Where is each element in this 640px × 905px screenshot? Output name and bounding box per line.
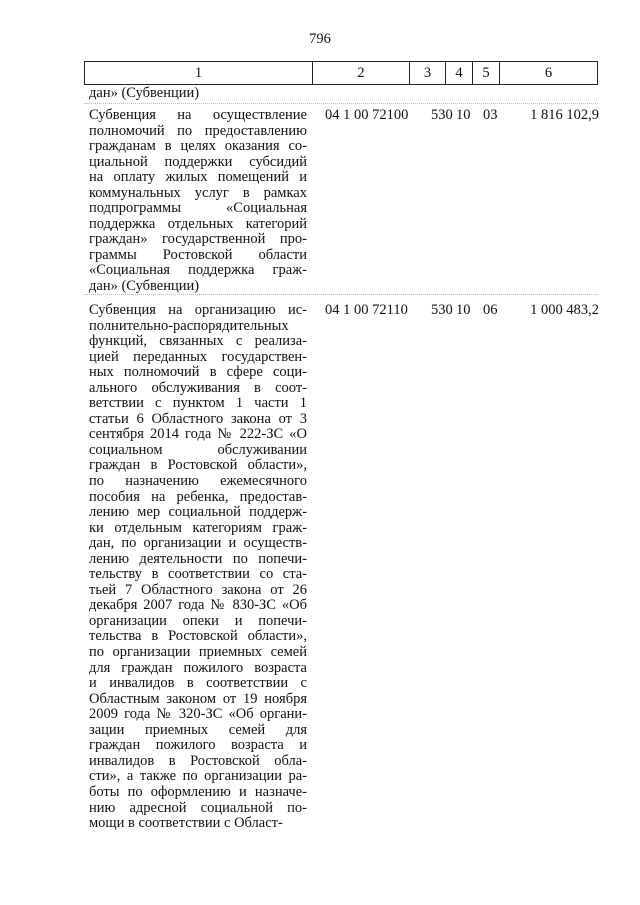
description-line: организации опеки и попечи- xyxy=(89,612,307,629)
pr-cell: 06 xyxy=(483,302,498,318)
description-line: сентября 2014 года № 222-ЗС «О xyxy=(89,426,307,443)
description-line: на оплату жилых помещений и xyxy=(89,169,307,186)
description-line: зации приемных семей для xyxy=(89,721,307,738)
row-description xyxy=(89,303,307,832)
description-line: мощи в соответствии с Област- xyxy=(89,815,283,832)
description-line: Субвенция на организацию ис- xyxy=(89,302,307,318)
description-line: статьи 6 Областного закона от 3 xyxy=(89,410,307,427)
header-col-5: 5 xyxy=(473,62,500,84)
description-line: граждан пожилого возраста и xyxy=(89,737,307,754)
sum-cell: 1 000 483,2 xyxy=(530,302,599,318)
description-line: для граждан пожилого возраста xyxy=(89,659,307,676)
description-line: «Социальная поддержка граж- xyxy=(89,262,307,279)
table-row xyxy=(89,108,599,295)
header-col-2: 2 xyxy=(313,62,410,84)
description-line: подпрограммы «Социальная xyxy=(89,200,307,217)
row-description xyxy=(89,108,307,295)
description-line: граждан» государственной про- xyxy=(89,231,307,248)
description-line: 2009 года № 320-ЗС «Об органи- xyxy=(89,706,307,723)
description-line: лению деятельности по попечи- xyxy=(89,550,307,567)
table-header-row xyxy=(84,61,598,85)
pr-cell: 03 xyxy=(483,107,498,123)
vr-cell: 530 xyxy=(431,302,453,318)
description-line: коммунальных услуг в рамках xyxy=(89,184,307,201)
description-line: Субвенция на осуществление xyxy=(89,107,307,123)
description-line: тельства в Ростовской области», xyxy=(89,628,307,645)
description-line: дан» (Субвенции) xyxy=(89,278,200,295)
header-col-1: 1 xyxy=(85,62,313,84)
description-line: поддержка отдельных категорий xyxy=(89,215,307,232)
description-line: граждан в Ростовской области», xyxy=(89,457,307,474)
description-line: по организации приемных семей xyxy=(89,644,307,661)
description-line: по назначению ежемесячного xyxy=(89,473,307,490)
description-line: инвалидов в Ростовской обла- xyxy=(89,752,307,769)
description-line: полномочий по предоставлению xyxy=(89,122,307,139)
row-separator xyxy=(84,103,598,104)
description-line: лению мер социальной поддерж- xyxy=(89,504,307,521)
row-separator xyxy=(84,294,598,295)
description-line: ки отдельным категориям граж- xyxy=(89,519,307,536)
header-col-4: 4 xyxy=(446,62,473,84)
header-col-3: 3 xyxy=(410,62,446,84)
description-line: граммы Ростовской области xyxy=(89,246,307,263)
description-line: социальном обслуживании xyxy=(89,441,307,458)
description-line: боты по оформлению и назначе- xyxy=(89,783,307,800)
vr-cell: 530 xyxy=(431,107,453,123)
description-line: полнительно-распорядительных xyxy=(89,317,289,334)
continuation-text: дан» (Субвенции) xyxy=(89,85,200,101)
description-line: функций, связанных с реализа- xyxy=(89,333,307,350)
description-line: Областным законом от 19 ноября xyxy=(89,690,307,707)
rz-cell: 10 xyxy=(456,302,471,318)
code-cell: 04 1 00 72110 xyxy=(325,302,408,318)
sum-cell: 1 816 102,9 xyxy=(530,107,599,123)
description-line: дан, по организации и осуществ- xyxy=(89,535,307,552)
header-col-6: 6 xyxy=(544,65,553,81)
description-line: декабря 2007 года № 830-ЗС «Об xyxy=(89,597,307,614)
description-line: тельству в соответствии со ста- xyxy=(89,566,307,583)
code-cell: 04 1 00 72100 xyxy=(325,107,409,123)
description-line: сти», а также по организации ра- xyxy=(89,768,307,785)
description-line: циальной поддержки субсидий xyxy=(89,153,307,170)
description-line: ального обслуживания в соот- xyxy=(89,379,307,396)
description-line: ветствии с пунктом 1 части 1 xyxy=(89,395,307,412)
table-row xyxy=(89,303,599,832)
description-line: пособия на ребенка, предостав- xyxy=(89,488,307,505)
description-line: ных полномочий в сфере соци- xyxy=(89,364,307,381)
rz-cell: 10 xyxy=(456,107,471,123)
description-line: нию адресной социальной по- xyxy=(89,799,307,816)
description-line: гражданам в целях оказания со- xyxy=(89,138,307,155)
description-line: тьей 7 Областного закона от 26 xyxy=(89,581,307,598)
description-line: цией переданных государствен- xyxy=(89,348,307,365)
description-line: и инвалидов в соответствии с xyxy=(89,675,307,692)
page-number: 796 xyxy=(309,31,331,47)
